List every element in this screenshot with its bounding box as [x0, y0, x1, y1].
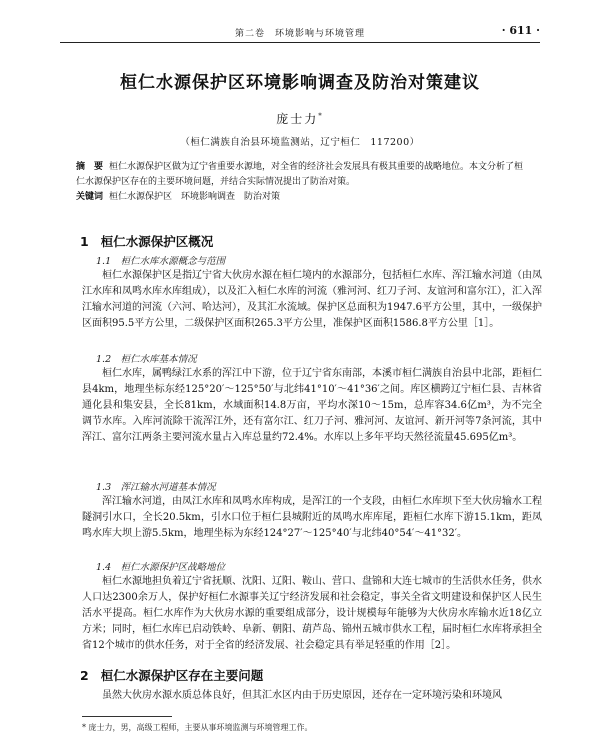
author-footnote: * 庞士力，男，高级工程师，主要从事环境监测与环境管理工作。	[82, 723, 313, 732]
section-2-heading	[80, 666, 263, 684]
author-name: 庞士力	[276, 112, 319, 126]
section-number: 2	[80, 668, 89, 683]
abstract-label: 摘 要	[76, 162, 104, 172]
section-number: 1	[80, 234, 89, 249]
affiliation: （桓仁满族自治县环境监测站，辽宁桓仁 117200）	[180, 137, 420, 148]
subsection-1-3-text: 浑江输水河道，由凤江水库和凤鸣水库构成，是浑江的一个支段，由桓仁水库坝下至大伙房输水工程隧洞引水口，全长20.5km，引水口位于桓仁县城附近的凤鸣水库库尾，距桓仁水库下游15.1km，距凤鸣水库大坝上游5.5km，地理坐标为东经124°27′～125°40′与北纬40°54′～41°32′。	[82, 496, 542, 539]
keywords-text: 桓仁水源保护区 环境影响调查 防治对策	[109, 192, 281, 202]
section-title: 桓仁水源保护区存在主要问题	[100, 668, 264, 683]
section-title: 桓仁水源保护区概况	[100, 234, 214, 249]
article-title: 桓仁水源保护区环境影响调查及防治对策建议	[120, 73, 480, 93]
running-title: 第二卷 环境影响与环境管理	[234, 29, 365, 39]
abstract-paragraph	[76, 160, 526, 190]
subsection-1-3-heading: 1.3 浑江输水河道基本情况	[96, 482, 216, 493]
abstract-block	[76, 160, 526, 205]
subsection-1-2-text: 桓仁水库，属鸭绿江水系的浑江中下游，位于辽宁省东南部，本溪市桓仁满族自治县中北部，距桓仁县4km，地理坐标东经125°20′～125°50′与北纬41°10′～41°36′之间。库区横跨辽宁桓仁县、吉林省通化县和集安县，全长81km，水域面积14.8万亩，平均水深10～15m，总库容34.6亿m³，为不完全调节水库。入库河流除干流浑江外，还有富尔江、红刀子河、雅河河、友谊河、新开河等7条河流，其中浑江、富尔江两条主要河流水量占入库总量约72.4%。水库以上多年平均天然径流量45.695亿m³。	[82, 368, 542, 443]
subsection-1-2-heading: 1.2 桓仁水库基本情况	[96, 354, 197, 365]
subsection-1-4-heading: 1.4 桓仁水源保护区战略地位	[96, 562, 226, 573]
abstract-text: 桓仁水源保护区做为辽宁省重要水源地，对全省的经济社会发展具有极其重要的战略地位。本文分析了桓仁水源保护区存在的主要环境问题，并结合实际情况提出了防治对策。	[76, 162, 524, 187]
subsection-1-1-text: 桓仁水源保护区是指辽宁省大伙房水源在桓仁境内的水源部分，包括桓仁水库、浑江输水河道（由凤江水库和凤鸣水库水库组成），以及汇入桓仁水库的河流（雅河河、红刀子河、友谊河和富尔江），汇入浑江输水河道的河流（六河、哈达河），及其汇水流域。保护区总面积为1947.6平方公里，其中，一级保护区面积95.5平方公里，二级保护区面积265.3平方公里，准保护区面积1586.8平方公里［1］。	[82, 270, 542, 329]
keywords-line	[76, 190, 526, 205]
author-line	[0, 110, 600, 127]
section-2-text: 虽然大伙房水源水质总体良好，但其汇水区内由于历史原因，还存在一定环境污染和环境风	[102, 690, 502, 701]
subsection-1-1-heading: 1.1 桓仁水库水源概念与范围	[96, 256, 226, 267]
author-footnote-mark: *	[318, 112, 324, 120]
section-1-heading	[80, 232, 213, 250]
keywords-label: 关键词	[76, 192, 104, 202]
page-number: · 611 ·	[501, 24, 540, 37]
subsection-1-4-text: 桓仁水源地担负着辽宁省抚顺、沈阳、辽阳、鞍山、营口、盘锦和大连七城市的生活供水任务，供水人口达2300余万人，保护好桓仁水源事关辽宁经济发展和社会稳定，事关全省文明建设和保护区人民生活水平提高。桓仁水库作为大伙房水源的重要组成部分，设计规模每年能够为大伙房水库输水近18亿立方米；同时，桓仁水库已启动铁岭、阜新、朝阳、葫芦岛、锦州五城市供水工程，届时桓仁水库将承担全省12个城市的供水任务，对于全省的经济发展、社会稳定具有举足轻重的作用［2］。	[82, 576, 542, 651]
running-header	[60, 26, 540, 43]
footnote-divider	[82, 716, 172, 717]
